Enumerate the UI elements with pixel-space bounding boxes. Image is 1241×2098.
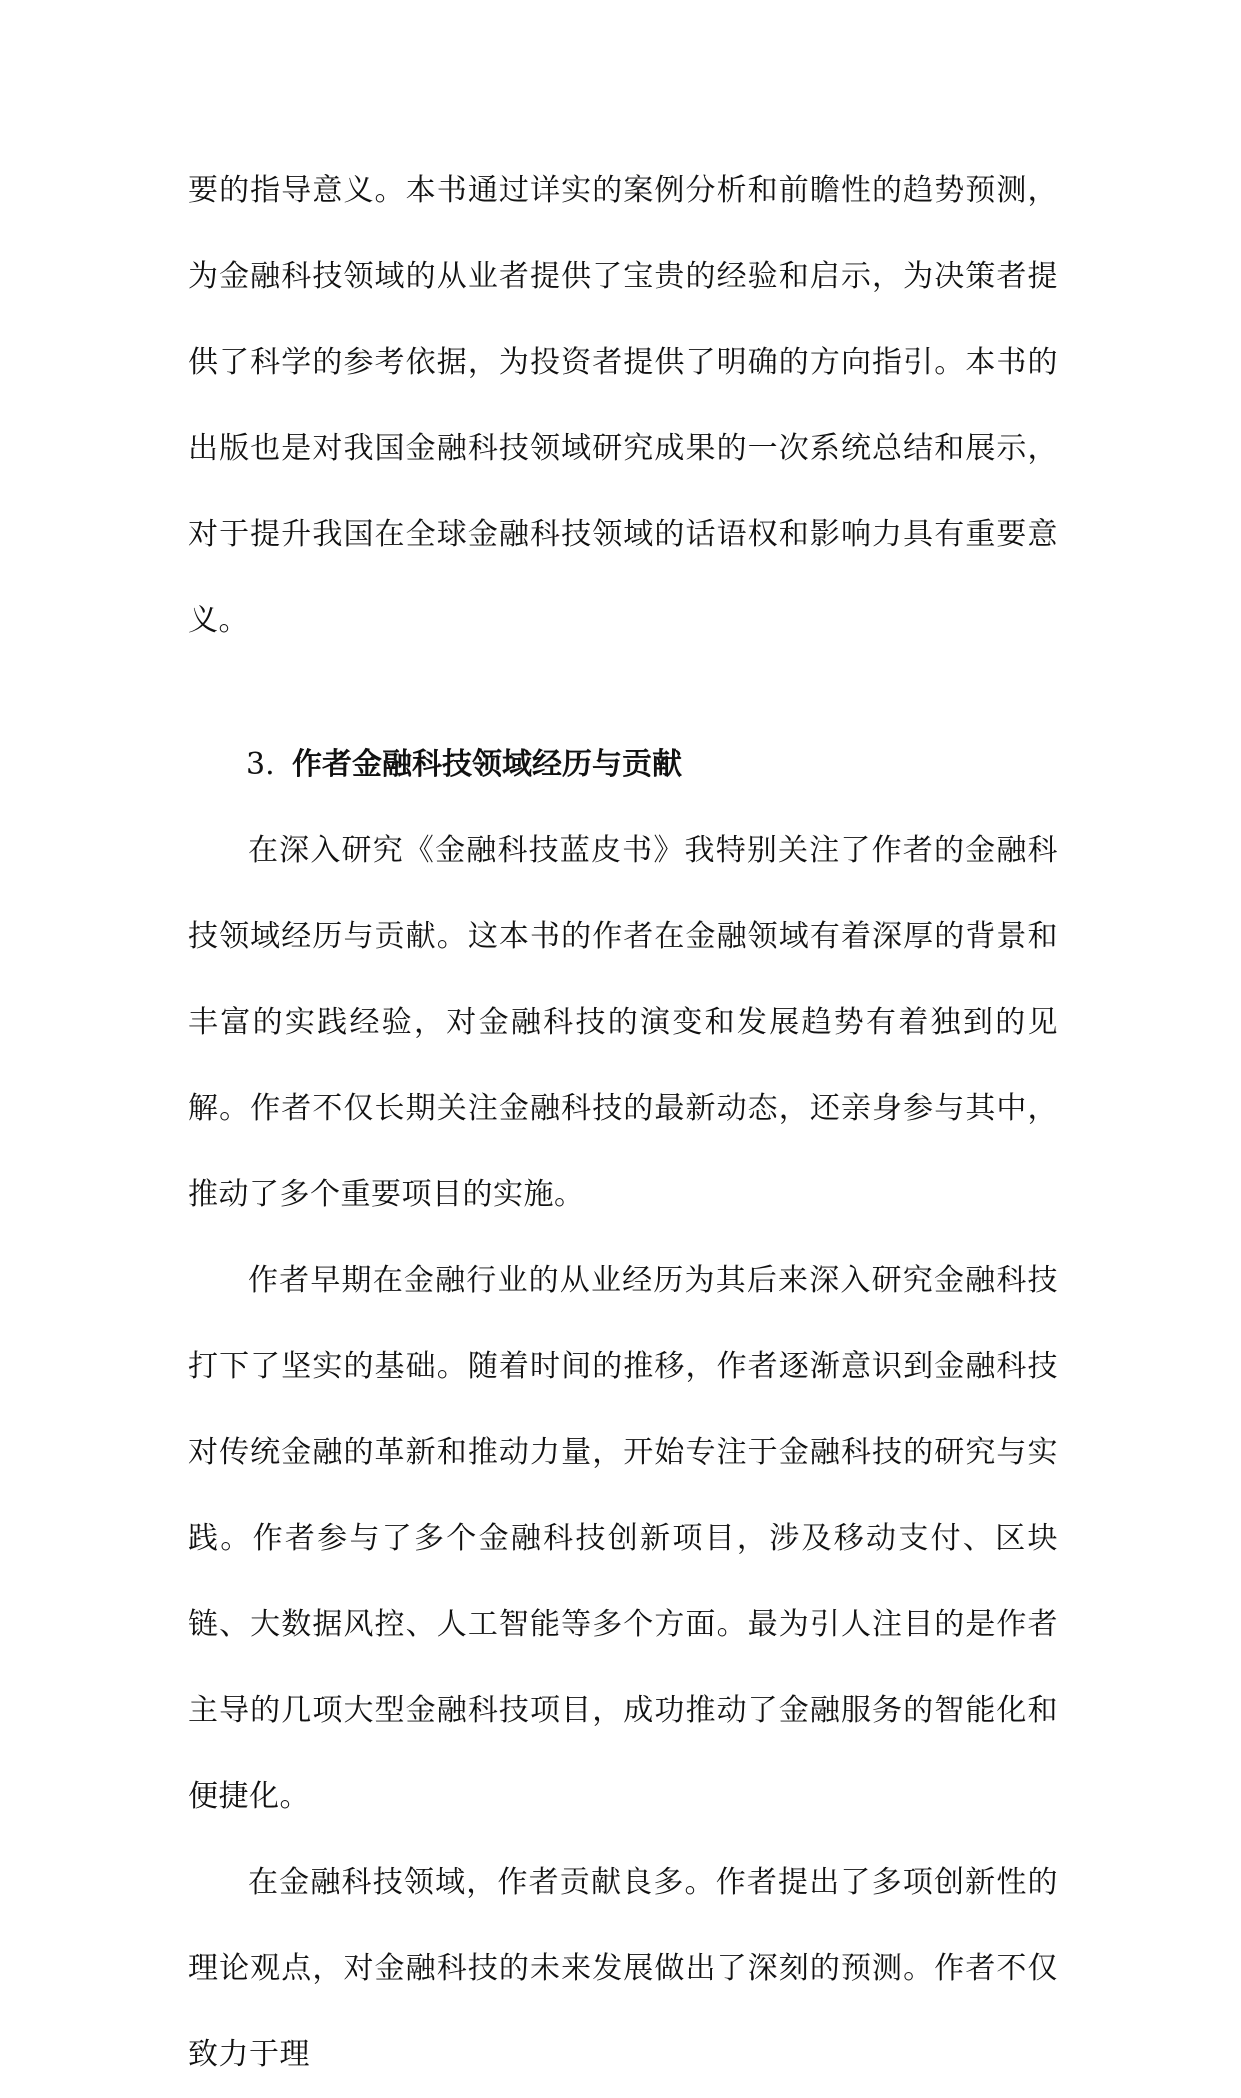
section-number: 3. [246, 747, 275, 782]
paragraph-2: 作者早期在金融行业的从业经历为其后来深入研究金融科技打下了坚实的基础。随着时间的推移，作者逐渐意识到金融科技对传统金融的革新和推动力量，开始专注于金融科技的研究与实践。作者参与了多个金融科技创新项目，涉及移动支付、区块链、大数据风控、人工智能等多个方面。最为引人注目的是作者主导的几项大型金融科技项目，成功推动了金融服务的智能化和便捷化。 [188, 1263, 1058, 1814]
section-title: 作者金融科技领域经历与贡献 [292, 747, 682, 782]
document-page [188, 148, 1058, 2098]
section-heading [188, 722, 1058, 808]
paragraph-continued: 要的指导意义。本书通过详实的案例分析和前瞻性的趋势预测，为金融科技领域的从业者提供了宝贵的经验和启示，为决策者提供了科学的参考依据，为投资者提供了明确的方向指引。本书的出版也是对我国金融科技领域研究成果的一次系统总结和展示，对于提升我国在全球金融科技领域的话语权和影响力具有重要意义。 [188, 173, 1058, 638]
paragraph-1: 在深入研究《金融科技蓝皮书》我特别关注了作者的金融科技领域经历与贡献。这本书的作者在金融领域有着深厚的背景和丰富的实践经验，对金融科技的演变和发展趋势有着独到的见解。作者不仅长期关注金融科技的最新动态，还亲身参与其中，推动了多个重要项目的实施。 [188, 833, 1058, 1212]
paragraph-3: 在金融科技领域，作者贡献良多。作者提出了多项创新性的理论观点，对金融科技的未来发展做出了深刻的预测。作者不仅致力于理 [188, 1865, 1058, 2072]
